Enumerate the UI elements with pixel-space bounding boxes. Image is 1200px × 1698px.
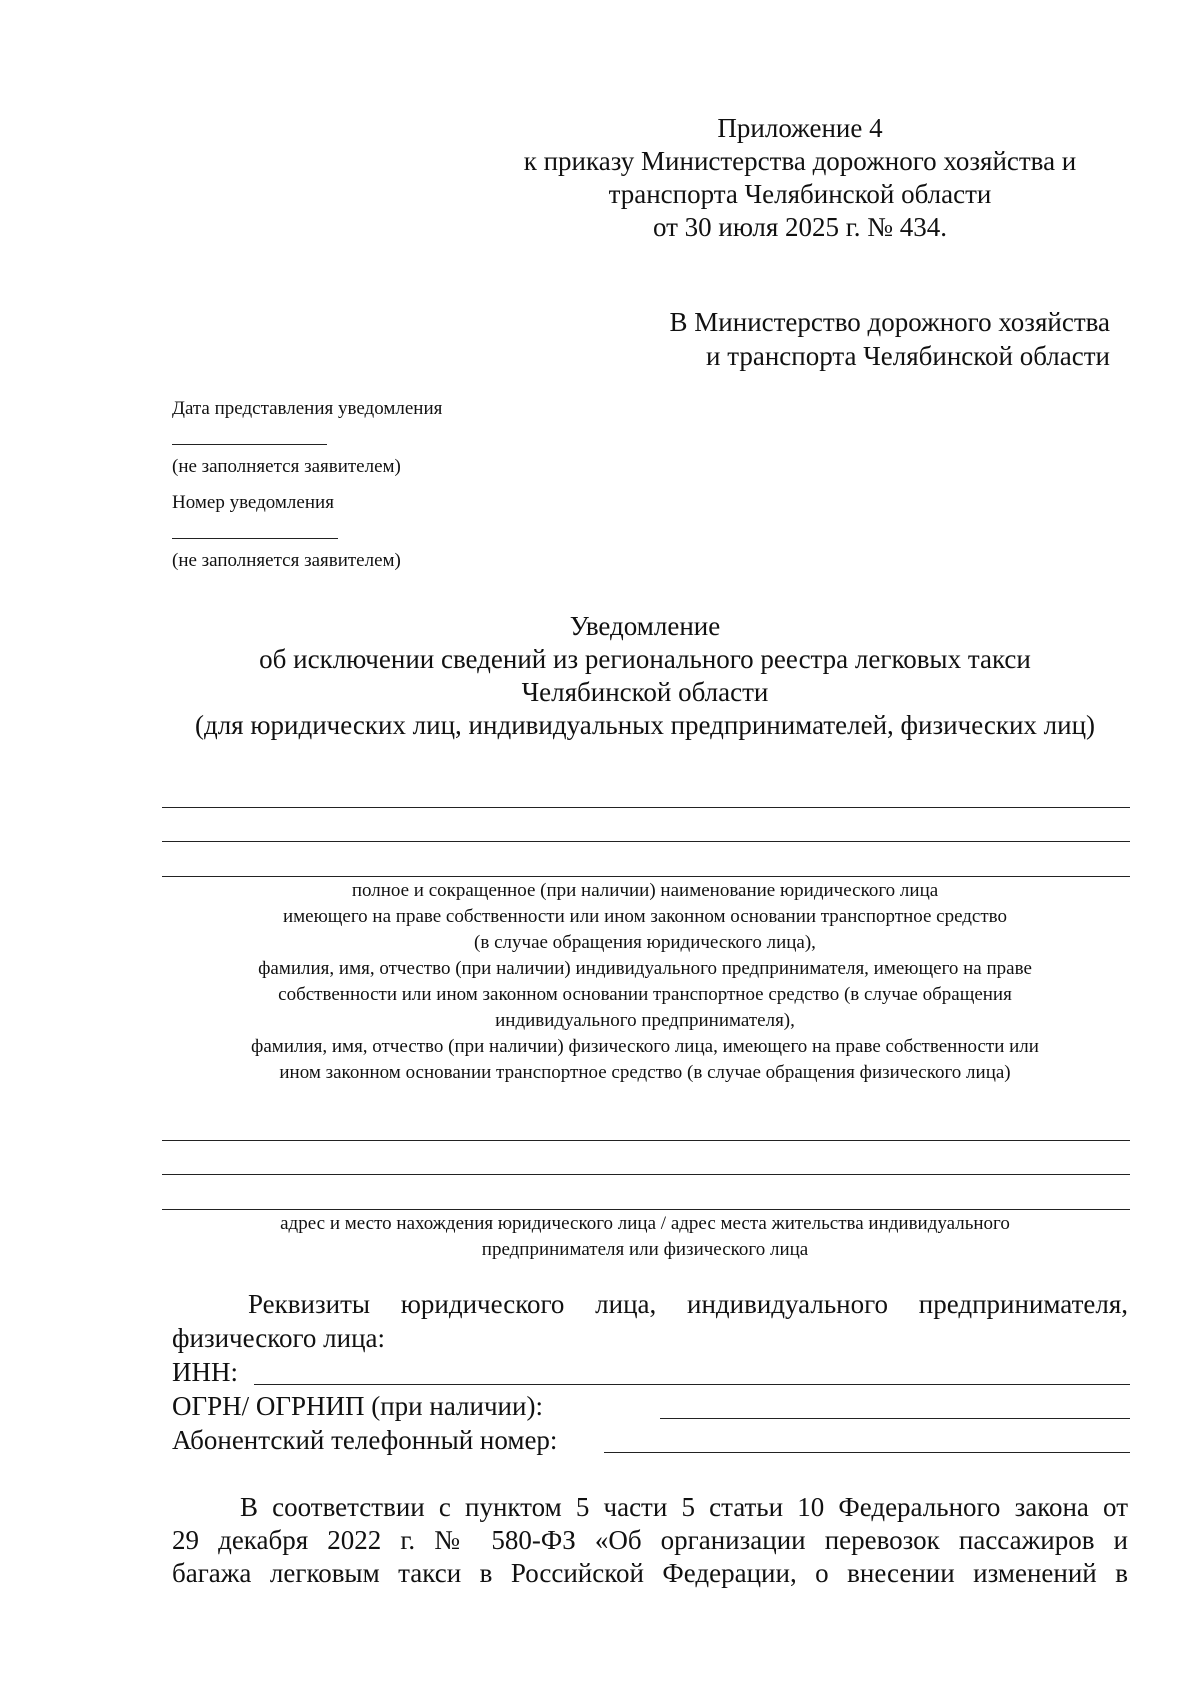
- title-line: об исключении сведений из регионального реестра легковых такси: [259, 644, 1031, 674]
- address-input-line[interactable]: [162, 1174, 1130, 1175]
- date-blank-line[interactable]: [172, 444, 327, 445]
- caption-line: фамилия, имя, отчество (при наличии) индивидуального предпринимателя, имеющего на праве: [258, 958, 1032, 979]
- appendix-line: Приложение 4: [717, 113, 883, 143]
- paragraph-line: багажа легковым такси в Российской Федерации, о внесении изменений в: [172, 1558, 1128, 1588]
- paragraph-line: В соответствии с пунктом 5 части 5 статьи 10 Федерального закона от: [240, 1492, 1128, 1522]
- requisites-line: физического лица:: [172, 1323, 386, 1353]
- date-note: (не заполняется заявителем): [172, 456, 401, 477]
- caption-line: полное и сокращенное (при наличии) наименование юридического лица: [351, 880, 939, 901]
- appendix-line: транспорта Челябинской области: [608, 179, 992, 209]
- date-label: Дата представления уведомления: [172, 398, 443, 419]
- ogrn-input-line[interactable]: [660, 1418, 1130, 1419]
- name-input-line[interactable]: [162, 807, 1130, 808]
- recipient-line: и транспорта Челябинской области: [706, 341, 1110, 371]
- requisites-heading: [172, 1287, 1128, 1355]
- inn-input-line[interactable]: [254, 1384, 1130, 1385]
- title-line: (для юридических лиц, индивидуальных предпринимателей, физических лиц): [194, 710, 1096, 740]
- name-input-line[interactable]: [162, 841, 1130, 842]
- address-caption: [160, 1211, 1130, 1263]
- caption-line: (в случае обращения юридического лица),: [474, 932, 816, 953]
- phone-input-line[interactable]: [604, 1452, 1130, 1453]
- paragraph-line: 29 декабря 2022 г. № 580-ФЗ «Об организации перевозок пассажиров и: [172, 1525, 1128, 1555]
- title-line: Уведомление: [569, 611, 721, 641]
- number-label: Номер уведомления: [172, 492, 334, 513]
- recipient-block: [670, 305, 1110, 373]
- document-title: [160, 610, 1130, 742]
- phone-label: Абонентский телефонный номер:: [172, 1425, 558, 1455]
- name-caption: [160, 878, 1130, 1086]
- address-input-line[interactable]: [162, 1209, 1130, 1210]
- caption-line: адрес и место нахождения юридического лица / адрес места жительства индивидуального: [280, 1213, 1010, 1234]
- caption-line: имеющего на праве собственности или ином законном основании транспортное средство: [282, 906, 1008, 927]
- caption-line: индивидуального предпринимателя),: [495, 1010, 795, 1031]
- number-note: (не заполняется заявителем): [172, 550, 401, 571]
- recipient-line: В Министерство дорожного хозяйства: [669, 307, 1110, 337]
- inn-label: ИНН:: [172, 1357, 238, 1387]
- requisites-line: Реквизиты юридического лица, индивидуального предпринимателя,: [248, 1289, 1128, 1319]
- appendix-line: к приказу Министерства дорожного хозяйства и: [523, 146, 1077, 176]
- caption-line: ином законном основании транспортное средство (в случае обращения физического лица): [279, 1062, 1011, 1083]
- title-line: Челябинской области: [521, 677, 769, 707]
- appendix-block: [500, 112, 1100, 244]
- appendix-line: от 30 июля 2025 г. № 434.: [652, 212, 948, 242]
- caption-line: собственности или ином законном основании транспортное средство (в случае обращения: [278, 984, 1012, 1005]
- body-paragraph: [172, 1491, 1128, 1590]
- number-blank-line[interactable]: [172, 538, 338, 539]
- caption-line: предпринимателя или физического лица: [481, 1239, 809, 1260]
- ogrn-label: ОГРН/ ОГРНИП (при наличии):: [172, 1391, 543, 1421]
- name-input-line[interactable]: [162, 876, 1130, 877]
- caption-line: фамилия, имя, отчество (при наличии) физического лица, имеющего на праве собственности или: [251, 1036, 1039, 1057]
- address-input-line[interactable]: [162, 1140, 1130, 1141]
